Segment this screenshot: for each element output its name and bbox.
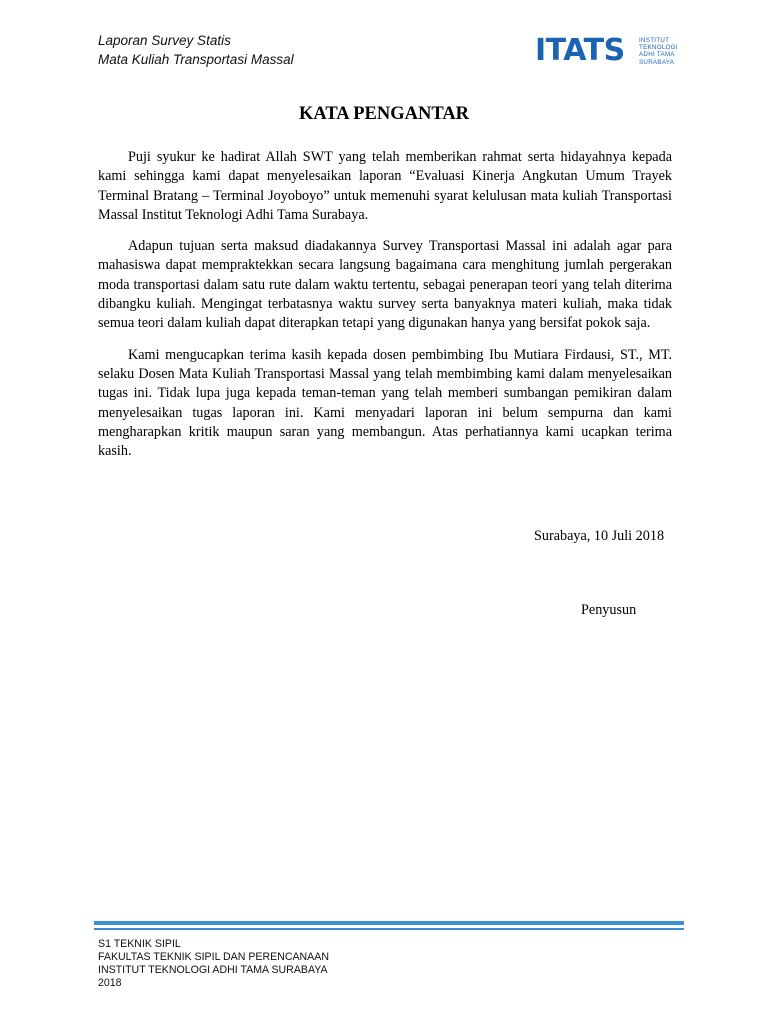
logo-sub-line: INSTITUT <box>639 37 670 44</box>
footer-divider <box>94 921 684 925</box>
footer-year: 2018 <box>98 977 122 989</box>
itats-logo <box>535 34 685 70</box>
page-footer <box>98 938 329 990</box>
logo-subtitle <box>639 37 685 66</box>
header-report-title: Laporan Survey Statis <box>98 33 231 48</box>
footer-program: S1 TEKNIK SIPIL <box>98 938 181 950</box>
paragraph: Kami mengucapkan terima kasih kepada dosen pembimbing Ibu Mutiara Firdausi, ST., MT. selaku Dosen Mata Kuliah Transportasi Massal yang telah membimbing kami dalam menyelesaikan tugas ini. Tidak lupa juga kepada teman-teman yang telah memberi sumbangan pemikiran dalam menyelesaikan tugas laporan ini. Kami menyadari laporan ini belum sempurna dan kami mengharapkan kritik maupun saran yang membangun. Atas perhatiannya kami ucapkan terima kasih. <box>98 346 672 460</box>
header-course-title: Mata Kuliah Transportasi Massal <box>98 52 294 67</box>
paragraph: Adapun tujuan serta maksud diadakannya Survey Transportasi Massal ini adalah agar para mahasiswa dapat mempraktekkan secara langsung bagaimana cara menghitung jumlah pergerakan moda transportasi dalam satu rute dalam waktu tertentu, sebagai penerapan teori yang telah diterima dibangku kuliah. Mengingat terbatasnya waktu survey serta banyaknya materi kuliah, maka tidak semua teori dalam kuliah dapat diterapkan tetapi yang digunakan hanya yang bersifat pokok saja. <box>98 238 672 332</box>
paragraph: Puji syukur ke hadirat Allah SWT yang telah memberikan rahmat serta hidayahnya kepada kami sehingga kami dapat menyelesaikan laporan “Evaluasi Kinerja Angkutan Umum Trayek Terminal Bratang – Terminal Joyoboyo” untuk memenuhi syarat kelulusan mata kuliah Transportasi Massal Institut Teknologi Adhi Tama Surabaya. <box>98 149 672 223</box>
body-text <box>98 148 672 473</box>
running-header <box>98 31 294 69</box>
logo-sub-line: ADHI TAMA <box>639 51 675 59</box>
footer-institution: INSTITUT TEKNOLOGI ADHI TAMA SURABAYA <box>98 964 328 976</box>
logo-wordmark: ITATS <box>535 33 625 68</box>
signature-date: Surabaya, 10 Juli 2018 <box>534 528 665 544</box>
logo-sub-line: SURABAYA <box>639 58 675 66</box>
logo-sub-line: TEKNOLOGI <box>639 44 678 52</box>
footer-divider-thin <box>94 928 684 930</box>
signature-name: Penyusun <box>581 602 637 618</box>
footer-faculty: FAKULTAS TEKNIK SIPIL DAN PERENCANAAN <box>98 951 329 963</box>
page-title: KATA PENGANTAR <box>298 104 470 124</box>
